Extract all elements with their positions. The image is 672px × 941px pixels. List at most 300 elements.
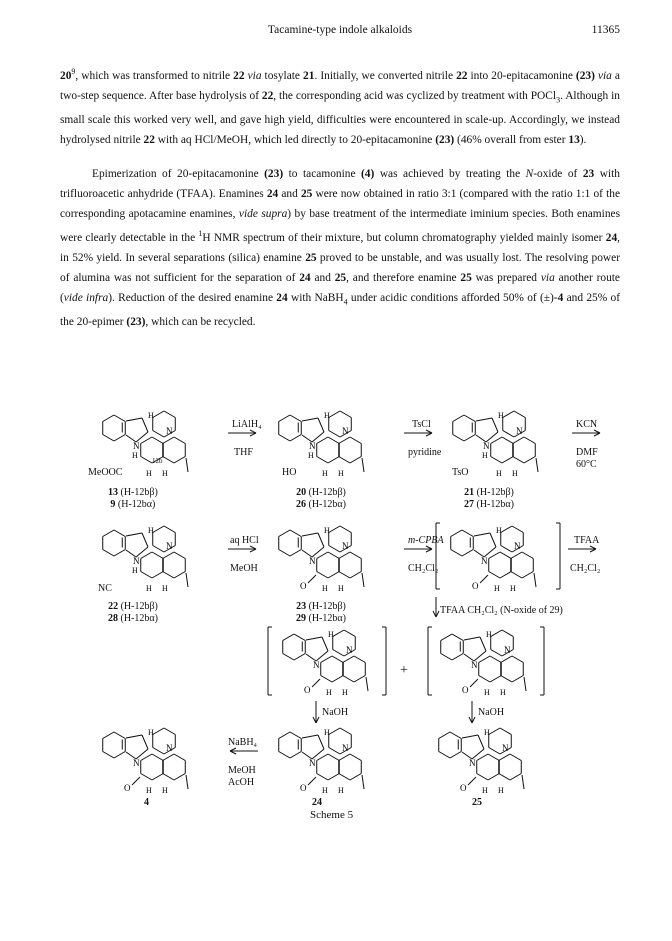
text-run: (23): [264, 168, 284, 181]
ring-bond: [439, 732, 450, 739]
ring-bond: [500, 728, 511, 735]
ring-bond: [512, 526, 523, 533]
ring-bond: [142, 533, 148, 547]
ring-bond: [328, 754, 339, 761]
ring-bond: [152, 572, 163, 579]
ring-bond: [464, 435, 475, 442]
reagent-ch2cl2-2: CH₂Cl₂: [570, 563, 601, 574]
ring-bond: [317, 457, 328, 464]
text-run: 4: [557, 291, 564, 304]
hydrogen-atom: H: [342, 688, 348, 697]
ethyl-bond: [534, 573, 536, 587]
ring-bond: [502, 437, 513, 444]
hydrogen-atom: H: [132, 451, 138, 460]
hydrogen-atom: H: [500, 688, 506, 697]
ring-bond: [329, 748, 340, 755]
oxygen-atom: O: [304, 685, 311, 695]
nitrogen-atom: N: [166, 541, 173, 551]
ring-bond: [126, 418, 142, 421]
reagent-tfaa-noxide: TFAA CH₂Cl₂ (N-oxide of 29): [440, 605, 563, 616]
text-run: , in 52% yield. In several separations (silica) enamine: [60, 231, 620, 264]
compound-label-13-9: 13 (H-12bβ) 9 (H-12bα): [108, 487, 158, 510]
ring-bond: [514, 411, 525, 418]
ring-bond: [163, 457, 174, 464]
ring-bond: [141, 774, 152, 781]
ring-bond: [329, 526, 340, 533]
ring-bond: [488, 754, 499, 761]
ring-bond: [152, 754, 163, 761]
ring-bond: [318, 735, 324, 749]
nitrogen-atom: N: [309, 441, 316, 451]
ring-bond: [339, 572, 350, 579]
compound-label-23-29: 23 (H-12bβ) 29 (H-12bα): [296, 601, 346, 624]
ring-bond: [329, 728, 340, 735]
ring-bond: [489, 572, 500, 579]
text-run: (23): [575, 69, 595, 82]
nitrogen-atom: N: [133, 441, 140, 451]
ethyl-bond: [522, 775, 524, 789]
plus-sign: +: [400, 663, 408, 678]
ring-bond: [294, 634, 305, 641]
nitrogen-atom: N: [504, 645, 511, 655]
carbonyl-bond: [468, 777, 476, 785]
ring-bond: [464, 415, 475, 422]
ring-bond: [290, 752, 301, 759]
compound-label-22-28: 22 (H-12bβ) 28 (H-12bα): [108, 601, 158, 624]
ring-bond: [489, 728, 500, 735]
ring-bond: [328, 774, 339, 781]
ring-bond: [477, 774, 488, 781]
oxygen-atom: O: [300, 581, 307, 591]
ring-bond: [489, 748, 500, 755]
reagent-naoh-2: NaOH: [478, 707, 505, 718]
text-run: 22: [143, 134, 155, 147]
ring-bond: [489, 552, 500, 559]
running-title: Tacamine-type indole alkaloids: [267, 24, 413, 36]
text-run: (23): [435, 134, 455, 147]
hydrogen-atom: H: [324, 411, 330, 420]
nitrogen-atom: N: [166, 426, 173, 436]
text-run: to tacamonine: [283, 168, 362, 181]
ring-bond: [343, 676, 354, 683]
text-run: with aq HCl/MeOH, which led directly to 20-epitacamonine: [154, 134, 436, 147]
hydrogen-atom: H: [486, 630, 492, 639]
nitrogen-atom: N: [133, 556, 140, 566]
ring-bond: [350, 457, 361, 464]
text-run: were now obtained in ratio 3:1 (compared with the ratio 1:1 of the corresponding apotacamine enamines,: [60, 188, 620, 221]
ring-bond: [153, 546, 164, 553]
hydrogen-atom: H: [322, 469, 328, 478]
ring-bond: [302, 533, 318, 536]
text-run: 22: [233, 69, 245, 82]
ring-bond: [152, 552, 163, 559]
ring-bond: [512, 656, 523, 663]
reagent-lialh4: LiAlH₄: [232, 419, 262, 430]
ring-bond: [476, 418, 492, 421]
ring-bond: [522, 552, 533, 559]
text-run: via: [540, 271, 555, 284]
text-run: 1: [198, 229, 203, 239]
ring-bond: [510, 774, 521, 781]
ring-bond: [513, 457, 524, 464]
ring-bond: [142, 418, 148, 432]
ring-bond: [350, 552, 361, 559]
nitrogen-atom: N: [133, 758, 140, 768]
ring-bond: [350, 572, 361, 579]
ring-bond: [317, 774, 328, 781]
nitrogen-atom: N: [309, 758, 316, 768]
ring-bond: [350, 774, 361, 781]
ring-bond: [103, 415, 114, 422]
hydrogen-atom: H: [146, 469, 152, 478]
ring-bond: [141, 572, 152, 579]
hydrogen-atom: H: [148, 728, 154, 737]
text-run: , which was transformed to nitrile: [75, 69, 234, 82]
ring-bond: [344, 630, 355, 637]
ring-bond: [501, 546, 512, 553]
nitrogen-atom: N: [471, 660, 478, 670]
hydrogen-atom: H: [484, 688, 490, 697]
ring-bond: [511, 552, 522, 559]
text-run: 13: [568, 134, 580, 147]
text-run: via: [247, 69, 262, 82]
ring-bond: [511, 572, 522, 579]
paragraph-2: [60, 164, 620, 332]
hydrogen-atom: H: [324, 526, 330, 535]
nitrogen-atom: N: [346, 645, 353, 655]
ring-bond: [452, 654, 463, 661]
hydrogen-atom: H: [496, 526, 502, 535]
ring-bond: [164, 728, 175, 735]
hydrogen-atom: H: [338, 469, 344, 478]
text-run: and: [278, 188, 301, 201]
ring-bond: [317, 754, 328, 761]
ring-bond: [332, 676, 343, 683]
text-run: 25: [300, 188, 313, 201]
hydrogen-atom: H: [494, 584, 500, 593]
ring-bond: [141, 754, 152, 761]
text-run: 25: [460, 271, 472, 284]
reagent-mcpba: m-CPBA: [408, 535, 444, 546]
text-run: 25: [334, 271, 347, 284]
ring-bond: [503, 431, 514, 438]
ethyl-bond: [186, 573, 188, 587]
text-run: , and therefore enamine: [346, 271, 461, 284]
text-run: -oxide of: [533, 168, 583, 181]
ring-bond: [290, 415, 301, 422]
text-run: 23: [582, 168, 595, 181]
text-run: ) by base treatment of the intermediate iminium species. Both enamines were clearly detectable in the: [60, 208, 620, 244]
text-run: 21: [303, 69, 315, 82]
ring-bond: [328, 437, 339, 444]
hydrogen-atom: H: [482, 786, 488, 795]
ring-bond: [153, 526, 164, 533]
text-run: (23): [126, 316, 146, 329]
nitrogen-atom: N: [309, 556, 316, 566]
ring-bond: [339, 552, 350, 559]
ring-bond: [513, 437, 524, 444]
ring-bond: [317, 552, 328, 559]
ring-bond: [491, 630, 502, 637]
ring-bond: [329, 546, 340, 553]
ring-bond: [492, 418, 498, 432]
text-run: 24: [299, 271, 311, 284]
ring-bond: [462, 735, 478, 738]
text-run: ).: [579, 134, 587, 147]
ring-bond: [163, 552, 174, 559]
reagent-temp: 60°C: [576, 459, 597, 470]
ring-bond: [350, 437, 361, 444]
ring-bond: [340, 728, 351, 735]
ring-bond: [174, 437, 185, 444]
text-run: was prepared: [471, 271, 541, 284]
ring-bond: [491, 650, 502, 657]
ring-bond: [322, 637, 328, 651]
text-run: . Although in small scale this worked very well, and gave high yield, difficulties were encountered in scale-up. Accordingly, we instead hydrolysed nitrile: [60, 89, 621, 147]
ring-bond: [103, 752, 114, 759]
hydrogen-atom: H: [322, 584, 328, 593]
reagent-nabh4: NaBH₄: [228, 737, 258, 748]
ring-bond: [152, 774, 163, 781]
text-run: N: [525, 168, 534, 181]
ring-bond: [339, 437, 350, 444]
hydrogen-atom: H: [326, 688, 332, 697]
reagent-naoh-1: NaOH: [322, 707, 349, 718]
compound-label-20-26: 20 (H-12bβ) 26 (H-12bα): [296, 487, 346, 510]
text-run: tosylate: [261, 69, 304, 82]
ring-bond: [279, 530, 290, 537]
text-run: 22: [261, 89, 274, 102]
reagent-tfaa: TFAA: [574, 535, 600, 546]
hydrogen-atom: H: [308, 451, 314, 460]
text-run: was achieved by treating the: [374, 168, 526, 181]
text-run: into 20-epitacamonine: [467, 69, 576, 82]
ring-bond: [317, 437, 328, 444]
text-run: 24: [276, 291, 288, 304]
hydrogen-atom: H: [510, 584, 516, 593]
text-run: under acidic conditions afforded 50% of (±)-: [347, 291, 558, 304]
ring-bond: [478, 735, 484, 749]
ring-bond: [290, 550, 301, 557]
ring-bond: [317, 572, 328, 579]
ring-bond: [142, 735, 148, 749]
ring-bond: [479, 676, 490, 683]
text-run: H NMR spectrum of their mixture, but column chromatography yielded mainly isomer: [202, 231, 606, 244]
ring-bond: [340, 411, 351, 418]
ring-bond: [490, 533, 496, 547]
ethyl-bond: [186, 458, 188, 472]
reagent-meoh-2: MeOH: [228, 765, 256, 776]
text-run: 9: [71, 67, 76, 76]
carbonyl-bond: [132, 777, 140, 785]
ring-bond: [126, 735, 142, 738]
ethyl-bond: [186, 775, 188, 789]
ring-bond: [339, 754, 350, 761]
reagent-kcn: KCN: [576, 419, 598, 430]
text-run: 3: [556, 95, 561, 105]
ethyl-bond: [366, 677, 368, 691]
ring-bond: [283, 654, 294, 661]
ring-bond: [103, 435, 114, 442]
ring-bond: [491, 437, 502, 444]
text-run: 25: [305, 251, 317, 264]
text-run: ). Reduction of the desired enamine: [108, 291, 277, 304]
ring-bond: [524, 437, 535, 444]
ring-bond: [141, 457, 152, 464]
ring-bond: [318, 533, 324, 547]
reagent-dmf: DMF: [576, 447, 598, 458]
ring-bond: [462, 550, 473, 557]
hydrogen-atom: H: [482, 451, 488, 460]
ring-bond: [340, 526, 351, 533]
ring-bond: [174, 552, 185, 559]
compound-label-24: 24: [312, 797, 322, 808]
ring-bond: [141, 552, 152, 559]
ring-bond: [333, 650, 344, 657]
ring-bond: [141, 437, 152, 444]
hydrogen-atom: H: [148, 526, 154, 535]
ring-bond: [343, 656, 354, 663]
ring-bond: [114, 752, 125, 759]
ring-bond: [450, 752, 461, 759]
ring-bond: [503, 411, 514, 418]
ring-bond: [279, 732, 290, 739]
ring-bond: [174, 572, 185, 579]
ring-bond: [480, 637, 486, 651]
ring-bond: [354, 676, 365, 683]
reagent-meoh: MeOH: [230, 563, 258, 574]
nitrogen-atom: N: [342, 426, 349, 436]
oxygen-atom: O: [460, 783, 467, 793]
ring-bond: [333, 630, 344, 637]
ring-bond: [477, 754, 488, 761]
ring-bond: [328, 552, 339, 559]
text-run: 24: [266, 188, 279, 201]
nitrogen-atom: N: [469, 758, 476, 768]
ring-bond: [174, 457, 185, 464]
ring-bond: [164, 526, 175, 533]
nitrogen-atom: N: [481, 556, 488, 566]
ring-bond: [441, 634, 452, 641]
ring-bond: [294, 654, 305, 661]
ring-bond: [279, 415, 290, 422]
ring-bond: [452, 634, 463, 641]
ring-bond: [441, 654, 452, 661]
hydrogen-atom: H: [338, 584, 344, 593]
carbonyl-bond: [308, 575, 316, 583]
oxygen-atom: O: [462, 685, 469, 695]
ring-bond: [279, 550, 290, 557]
ethyl-bond: [362, 458, 364, 472]
ethyl-bond: [536, 458, 538, 472]
ring-bond: [321, 676, 332, 683]
text-run: vide supra: [238, 208, 288, 221]
ring-bond: [501, 676, 512, 683]
reagent-aq-hcl: aq HCl: [230, 535, 259, 546]
oxygen-atom: O: [300, 783, 307, 793]
substituent-nc: NC: [98, 583, 112, 594]
hydrogen-atom: H: [484, 728, 490, 737]
ring-bond: [174, 774, 185, 781]
text-run: 22: [456, 69, 468, 82]
substituent-ho: HO: [282, 467, 297, 478]
ring-bond: [499, 754, 510, 761]
ring-bond: [163, 754, 174, 761]
carbonyl-bond: [308, 777, 316, 785]
reagent-pyridine: pyridine: [408, 447, 442, 458]
ring-bond: [524, 457, 535, 464]
ring-bond: [502, 457, 513, 464]
carbonyl-bond: [470, 679, 478, 687]
text-run: 20: [60, 69, 72, 82]
text-run: with NaBH: [287, 291, 344, 304]
nitrogen-atom: N: [516, 426, 523, 436]
hydrogen-atom: H: [498, 411, 504, 420]
ring-bond: [439, 752, 450, 759]
compound-label-25: 25: [472, 797, 482, 808]
hydrogen-atom: H: [324, 728, 330, 737]
carbonyl-bond: [480, 575, 488, 583]
page-number: 11365: [591, 24, 620, 36]
ring-bond: [306, 637, 322, 640]
reaction-scheme: [60, 405, 620, 825]
ring-bond: [114, 415, 125, 422]
substituent-meooc: MeOOC: [88, 467, 123, 478]
reagent-thf: THF: [234, 447, 253, 458]
text-run: with trifluoroacetic anhydride (TFAA). Enamines: [60, 168, 621, 201]
hydrogen-atom: H: [328, 630, 334, 639]
ring-bond: [328, 572, 339, 579]
text-run: (46% overall from ester: [454, 134, 569, 147]
hydrogen-atom: H: [146, 786, 152, 795]
hydrogen-atom: H: [132, 566, 138, 575]
ring-bond: [103, 530, 114, 537]
ring-bond: [500, 552, 511, 559]
hydrogen-atom: H: [498, 786, 504, 795]
ring-bond: [512, 676, 523, 683]
ring-bond: [474, 533, 490, 536]
body-text: [60, 62, 620, 346]
ring-bond: [103, 732, 114, 739]
ethyl-bond: [524, 677, 526, 691]
ring-bond: [153, 728, 164, 735]
ring-bond: [522, 572, 533, 579]
hydrogen-atom: H: [512, 469, 518, 478]
ring-bond: [321, 656, 332, 663]
ring-bond: [114, 530, 125, 537]
ring-bond: [163, 774, 174, 781]
nitrogen-atom: N: [166, 743, 173, 753]
hydrogen-atom: H: [162, 786, 168, 795]
nitrogen-atom: N: [502, 743, 509, 753]
ring-bond: [329, 431, 340, 438]
ring-bond: [279, 435, 290, 442]
nitrogen-atom: N: [483, 441, 490, 451]
ring-bond: [501, 656, 512, 663]
ring-bond: [339, 774, 350, 781]
ring-bond: [163, 437, 174, 444]
nitrogen-atom: N: [514, 541, 521, 551]
ring-bond: [501, 526, 512, 533]
ring-bond: [350, 754, 361, 761]
ring-bond: [354, 656, 365, 663]
text-run: (4): [361, 168, 375, 181]
compound-label-21-27: 21 (H-12bβ) 27 (H-12bα): [464, 487, 514, 510]
ethyl-bond: [362, 573, 364, 587]
text-run: vide infra: [63, 291, 109, 304]
ring-bond: [499, 774, 510, 781]
carbonyl-bond: [312, 679, 320, 687]
